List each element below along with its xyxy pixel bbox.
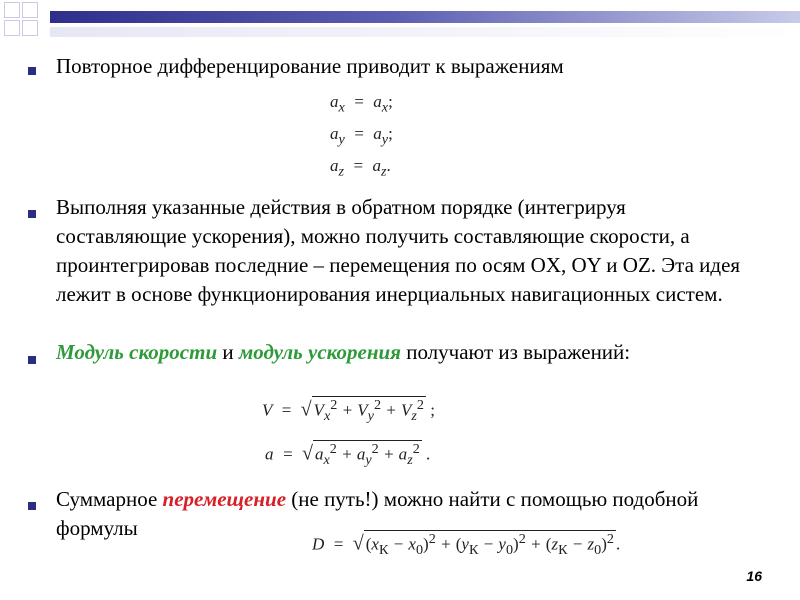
bullet-marker	[28, 67, 36, 75]
bullet-text-3	[56, 338, 706, 367]
slide-header-decoration	[0, 0, 800, 44]
deco-square	[4, 20, 20, 36]
text-rest: получают из выражений:	[400, 340, 631, 364]
equation-displacement: D = √ $(x_К - x_0)^2 + (y_К - y_0)^2 + (z_К - z_0)^2$ .	[312, 531, 621, 559]
equation-acceleration-modulus: a = √ $a_x^2 + a_y^2 + a_z^2$ .	[265, 441, 431, 469]
equation-ax: $a_x = a_x$;	[330, 92, 393, 116]
header-gradient-bar	[50, 11, 800, 23]
text-and: и	[217, 340, 239, 364]
bullet-marker	[28, 210, 36, 218]
bullet-marker	[28, 502, 36, 510]
page-number: 16	[746, 568, 762, 584]
green-highlight-acceleration: модуль ускорения	[238, 340, 401, 364]
red-highlight-displacement: перемещение	[162, 487, 287, 511]
equation-ay: $a_y = a_y$;	[330, 124, 393, 148]
header-gradient-bar-light	[50, 27, 800, 37]
equation-az: $a_z = a_z$.	[330, 156, 391, 180]
text-pre: Суммарное	[56, 487, 163, 511]
bullet-text-2: Выполняя указанные действия в обратном порядке (интегрируя составляющие ускорения), можно получить составляющие скорости, а проинтегрировав последние – перемещения по осям OX, OY и OZ. Эта идея лежит в основе функционирования инерциальных навигационных систем.	[56, 195, 741, 306]
deco-square	[4, 2, 20, 18]
bullet-text-1: Повторное дифференцирование приводит к выражениям	[56, 54, 564, 78]
deco-square	[22, 2, 38, 18]
text-rest: (не путь!) можно найти с помощью подобной формулы	[56, 487, 699, 540]
deco-square	[22, 20, 38, 36]
green-highlight-velocity: Модуль скорости	[56, 340, 218, 364]
bullet-marker	[28, 356, 36, 364]
equation-velocity-modulus: V = √ $V_x^2 + V_y^2 + V_z^2$ ;	[262, 397, 435, 425]
